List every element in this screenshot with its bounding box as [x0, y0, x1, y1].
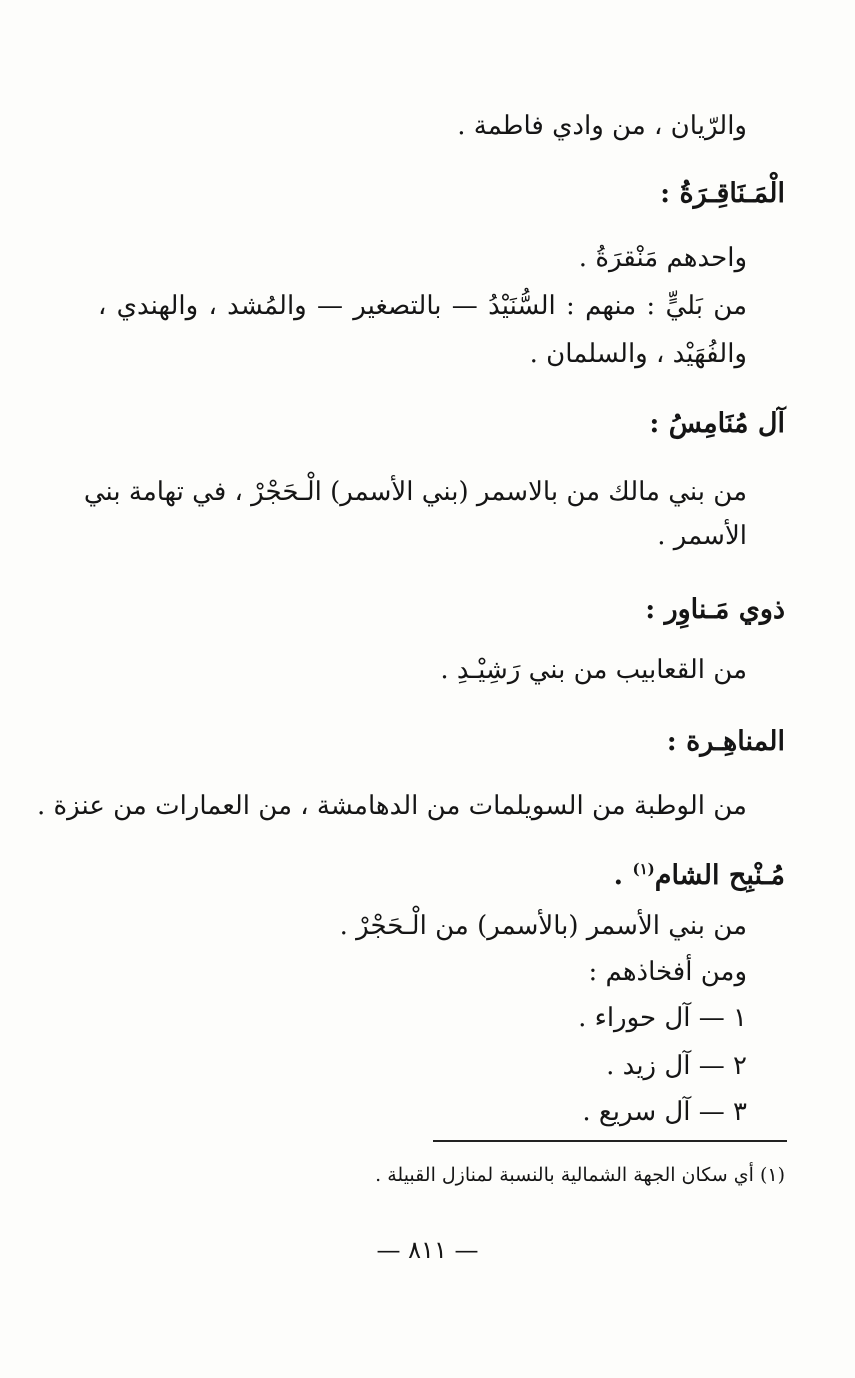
text-line: من الوطبة من السويلمات من الدهامشة ، من العمارات من عنزة . [37, 791, 747, 821]
text-line: من القعابيب من بني رَشِيْـدِ . [440, 655, 747, 685]
list-item: ٢ — آل زيد . [606, 1051, 747, 1081]
entry-heading: الْمَـنَاقِـرَةُ : [660, 178, 785, 209]
entry-heading: المناهِـرة : [666, 726, 785, 757]
entry-heading [614, 856, 785, 896]
footnote-reference: (١) [632, 860, 655, 878]
entry-heading-tail: . [613, 860, 633, 891]
text-line: من بني مالك من بالاسمر (بني الأسمر) الْـحَجْرْ ، في تهامة بني [83, 477, 747, 507]
text-line: واحدهم مَنْقرَةُ . [578, 243, 747, 273]
entry-heading-text: مُـنْبِح الشام [654, 860, 785, 891]
text-line: والفُهَيْد ، والسلمان . [529, 339, 747, 369]
entry-heading: ذوي مَـناوِر : [645, 594, 785, 625]
text-line: من بَليٍّ : منهم : السُّنَيْدُ — بالتصغير — والمُشد ، والهندي ، [98, 291, 747, 321]
text-line: الأسمر . [657, 521, 747, 551]
text-line: ومن أفخاذهم : [588, 957, 747, 987]
list-item: ٣ — آل سريع . [582, 1097, 747, 1127]
page-number: — ٨١١ — [376, 1236, 479, 1264]
entry-heading: آل مُنَامِسُ : [649, 408, 785, 439]
footnote: (١) أي سكان الجهة الشمالية بالنسبة لمنازل القبيلة . [375, 1164, 785, 1186]
footnote-divider [433, 1140, 787, 1142]
list-item: ١ — آل حوراء . [578, 1003, 747, 1033]
text-line: والرّيان ، من وادي فاطمة . [457, 111, 747, 141]
text-line: من بني الأسمر (بالأسمر) من الْـحَجْرْ . [339, 911, 747, 941]
